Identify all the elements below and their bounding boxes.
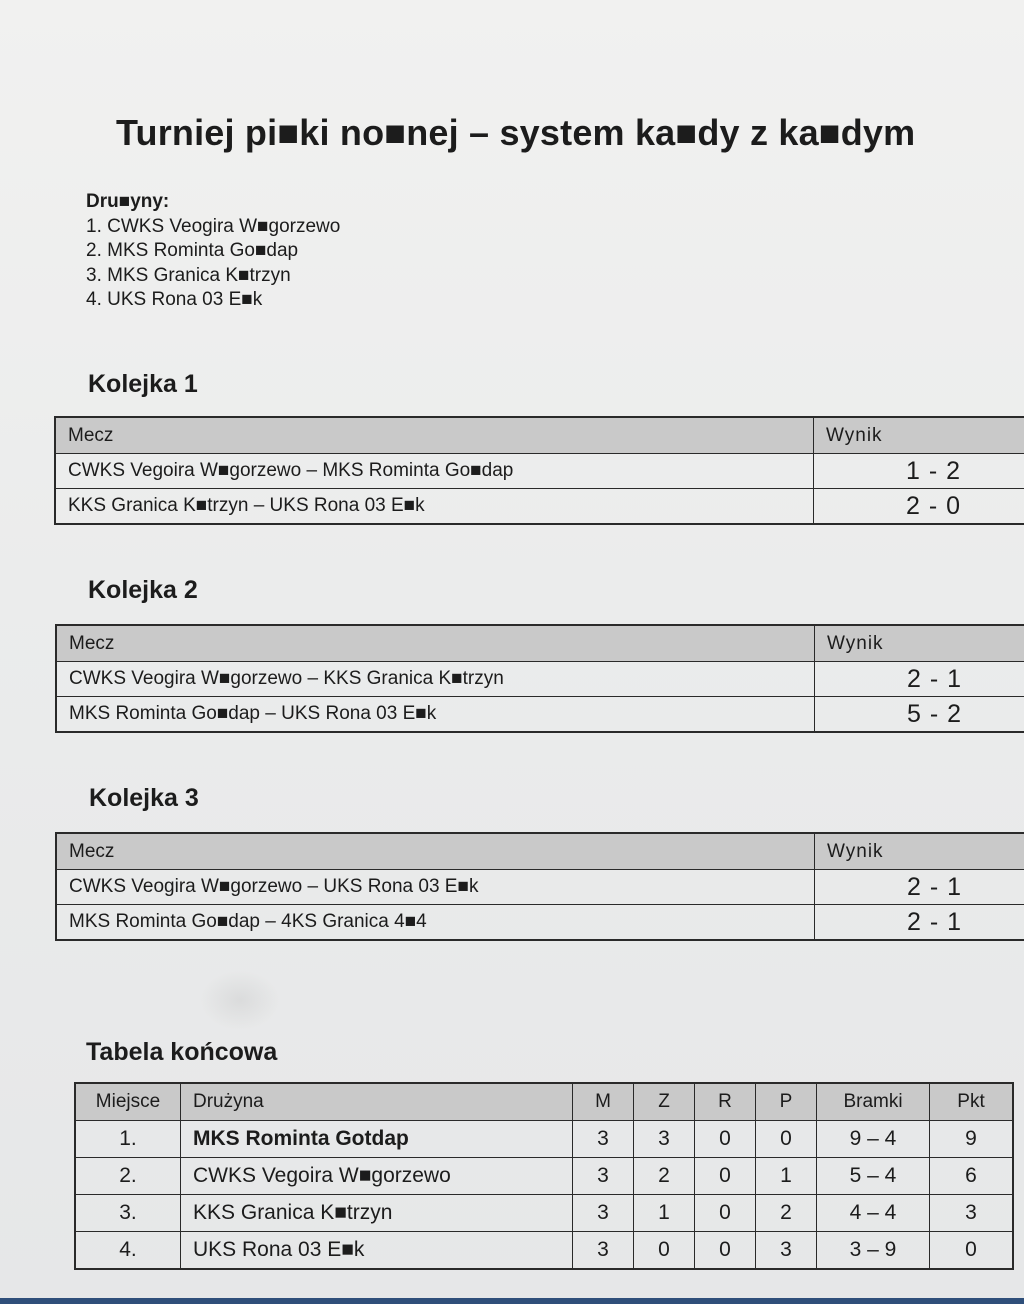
draws-column-header: R xyxy=(695,1083,756,1121)
matches-cell: 3 xyxy=(573,1232,634,1270)
table-row xyxy=(56,697,1024,733)
table-header-row xyxy=(75,1083,1013,1121)
draws-cell: 0 xyxy=(695,1195,756,1232)
round-3-table xyxy=(55,832,1024,941)
team-item: 1. CWKS Veogira W■gorzewo xyxy=(86,215,341,237)
bottom-edge-strip xyxy=(0,1298,1024,1304)
match-cell: MKS Rominta Go■dap – 4KS Granica 4■4 xyxy=(56,905,815,941)
team-cell: KKS Granica K■trzyn xyxy=(181,1195,573,1232)
result-column-header: Wynik xyxy=(815,625,1024,662)
wins-cell: 3 xyxy=(634,1121,695,1158)
match-column-header: Mecz xyxy=(55,417,814,454)
result-cell: 2 - 1 xyxy=(815,870,1024,905)
match-cell: MKS Rominta Go■dap – UKS Rona 03 E■k xyxy=(56,697,815,733)
result-column-header: Wynik xyxy=(814,417,1024,454)
final-standings-table xyxy=(74,1082,1014,1270)
result-cell: 2 - 1 xyxy=(815,662,1024,697)
place-column-header: Miejsce xyxy=(75,1083,181,1121)
table-row xyxy=(56,905,1024,941)
points-cell: 3 xyxy=(930,1195,1014,1232)
match-cell: CWKS Vegoira W■gorzewo – MKS Rominta Go■dap xyxy=(55,454,814,489)
round-1-heading: Kolejka 1 xyxy=(88,370,198,398)
team-cell: CWKS Vegoira W■gorzewo xyxy=(181,1158,573,1195)
document-title: Turniej pi■ki no■nej – system ka■dy z ka■dym xyxy=(116,112,916,153)
wins-cell: 0 xyxy=(634,1232,695,1270)
match-column-header: Mecz xyxy=(56,625,815,662)
team-column-header: Drużyna xyxy=(181,1083,573,1121)
table-row xyxy=(56,662,1024,697)
losses-cell: 2 xyxy=(756,1195,817,1232)
round-1-table xyxy=(54,416,1024,525)
table-header-row xyxy=(56,625,1024,662)
paper-smudge xyxy=(200,970,280,1030)
draws-cell: 0 xyxy=(695,1158,756,1195)
result-cell: 2 - 0 xyxy=(814,489,1024,525)
teams-list xyxy=(86,190,340,313)
table-row xyxy=(75,1232,1013,1270)
teams-heading: Dru■yny: xyxy=(86,191,170,212)
round-3-heading: Kolejka 3 xyxy=(89,784,199,812)
points-cell: 6 xyxy=(930,1158,1014,1195)
losses-cell: 3 xyxy=(756,1232,817,1270)
table-row xyxy=(75,1121,1013,1158)
matches-cell: 3 xyxy=(573,1158,634,1195)
losses-cell: 0 xyxy=(756,1121,817,1158)
goals-cell: 9 – 4 xyxy=(817,1121,930,1158)
final-table-heading: Tabela końcowa xyxy=(86,1038,278,1066)
team-item: 3. MKS Granica K■trzyn xyxy=(86,264,291,286)
goals-cell: 5 – 4 xyxy=(817,1158,930,1195)
draws-cell: 0 xyxy=(695,1232,756,1270)
table-row xyxy=(56,870,1024,905)
losses-column-header: P xyxy=(756,1083,817,1121)
draws-cell: 0 xyxy=(695,1121,756,1158)
table-header-row xyxy=(55,417,1024,454)
place-cell: 4. xyxy=(75,1232,181,1270)
result-cell: 5 - 2 xyxy=(815,697,1024,733)
place-cell: 1. xyxy=(75,1121,181,1158)
result-column-header: Wynik xyxy=(815,833,1024,870)
goals-cell: 4 – 4 xyxy=(817,1195,930,1232)
match-column-header: Mecz xyxy=(56,833,815,870)
round-2-heading: Kolejka 2 xyxy=(88,576,198,604)
table-row xyxy=(55,454,1024,489)
team-cell: MKS Rominta Gotdap xyxy=(181,1121,573,1158)
matches-cell: 3 xyxy=(573,1121,634,1158)
wins-cell: 2 xyxy=(634,1158,695,1195)
matches-cell: 3 xyxy=(573,1195,634,1232)
table-header-row xyxy=(56,833,1024,870)
place-cell: 2. xyxy=(75,1158,181,1195)
match-cell: CWKS Veogira W■gorzewo – KKS Granica K■trzyn xyxy=(56,662,815,697)
points-cell: 9 xyxy=(930,1121,1014,1158)
matches-column-header: M xyxy=(573,1083,634,1121)
match-cell: KKS Granica K■trzyn – UKS Rona 03 E■k xyxy=(55,489,814,525)
table-row xyxy=(75,1195,1013,1232)
wins-column-header: Z xyxy=(634,1083,695,1121)
match-cell: CWKS Veogira W■gorzewo – UKS Rona 03 E■k xyxy=(56,870,815,905)
wins-cell: 1 xyxy=(634,1195,695,1232)
result-cell: 2 - 1 xyxy=(815,905,1024,941)
team-item: 2. MKS Rominta Go■dap xyxy=(86,240,299,261)
result-cell: 1 - 2 xyxy=(814,454,1024,489)
goals-cell: 3 – 9 xyxy=(817,1232,930,1270)
round-2-table xyxy=(55,624,1024,733)
points-column-header: Pkt xyxy=(930,1083,1014,1121)
losses-cell: 1 xyxy=(756,1158,817,1195)
table-row xyxy=(55,489,1024,525)
team-cell: UKS Rona 03 E■k xyxy=(181,1232,573,1270)
team-item: 4. UKS Rona 03 E■k xyxy=(86,289,263,310)
goals-column-header: Bramki xyxy=(817,1083,930,1121)
table-row xyxy=(75,1158,1013,1195)
points-cell: 0 xyxy=(930,1232,1014,1270)
place-cell: 3. xyxy=(75,1195,181,1232)
